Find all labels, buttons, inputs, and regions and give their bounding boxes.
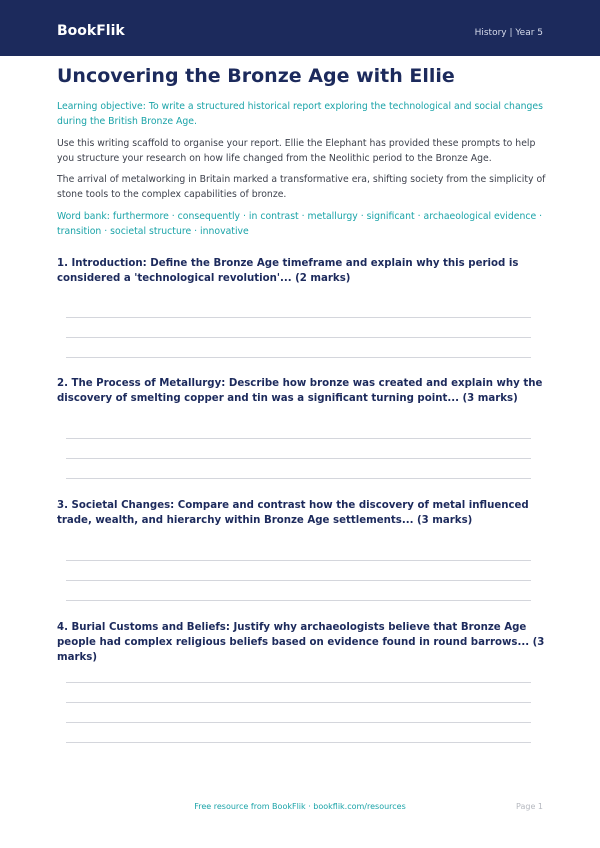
answer-line[interactable] xyxy=(66,742,531,743)
answer-line[interactable] xyxy=(66,357,531,358)
page-number: Page 1 xyxy=(516,802,543,811)
question-2: 2. The Process of Metallurgy: Describe how bronze was created and explain why the discovery of smelting copper and tin was a significant turning point... (3 marks) xyxy=(57,378,543,404)
answer-line[interactable] xyxy=(66,337,531,338)
answer-line[interactable] xyxy=(66,600,531,601)
answer-line[interactable] xyxy=(66,560,531,561)
question-1: 1. Introduction: Define the Bronze Age timeframe and explain why this period is considered a 'technological revolution'... (2 marks) xyxy=(57,258,519,284)
answer-line[interactable] xyxy=(66,682,531,683)
answer-line[interactable] xyxy=(66,722,531,723)
intro-paragraph-2: The arrival of metalworking in Britain marked a transformative era, shifting society from the simplicity of stone tools to the complex capabilities of bronze. xyxy=(57,174,546,200)
answer-line[interactable] xyxy=(66,317,531,318)
page-header xyxy=(0,0,600,56)
question-3: 3. Societal Changes: Compare and contrast how the discovery of metal influenced trade, wealth, and hierarchy within Bronze Age settlements... (3 marks) xyxy=(57,500,529,526)
answer-line[interactable] xyxy=(66,438,531,439)
intro-paragraph-1: Use this writing scaffold to organise your report. Ellie the Elephant has provided these prompts to help you structure your research on how life changed from the Neolithic period to the Bronze Age. xyxy=(57,138,536,164)
question-4: 4. Burial Customs and Beliefs: Justify why archaeologists believe that Bronze Age people had complex religious beliefs based on evidence found in round barrows... (3 marks) xyxy=(57,622,545,663)
brand-logo-text: BookFlik xyxy=(57,23,125,39)
answer-line[interactable] xyxy=(66,478,531,479)
answer-line[interactable] xyxy=(66,458,531,459)
subject-year-label: History | Year 5 xyxy=(474,28,543,38)
learning-objective: Learning objective: To write a structured historical report exploring the technological and social changes during the British Bronze Age. xyxy=(57,101,543,127)
answer-line[interactable] xyxy=(66,580,531,581)
answer-line[interactable] xyxy=(66,702,531,703)
page-title: Uncovering the Bronze Age with Ellie xyxy=(57,65,455,87)
word-bank: Word bank: furthermore · consequently · in contrast · metallurgy · significant · archaeological evidence · transition · societal structure · innovative xyxy=(57,211,543,237)
footer-resource-link[interactable]: Free resource from BookFlik · bookflik.com/resources xyxy=(194,802,406,811)
